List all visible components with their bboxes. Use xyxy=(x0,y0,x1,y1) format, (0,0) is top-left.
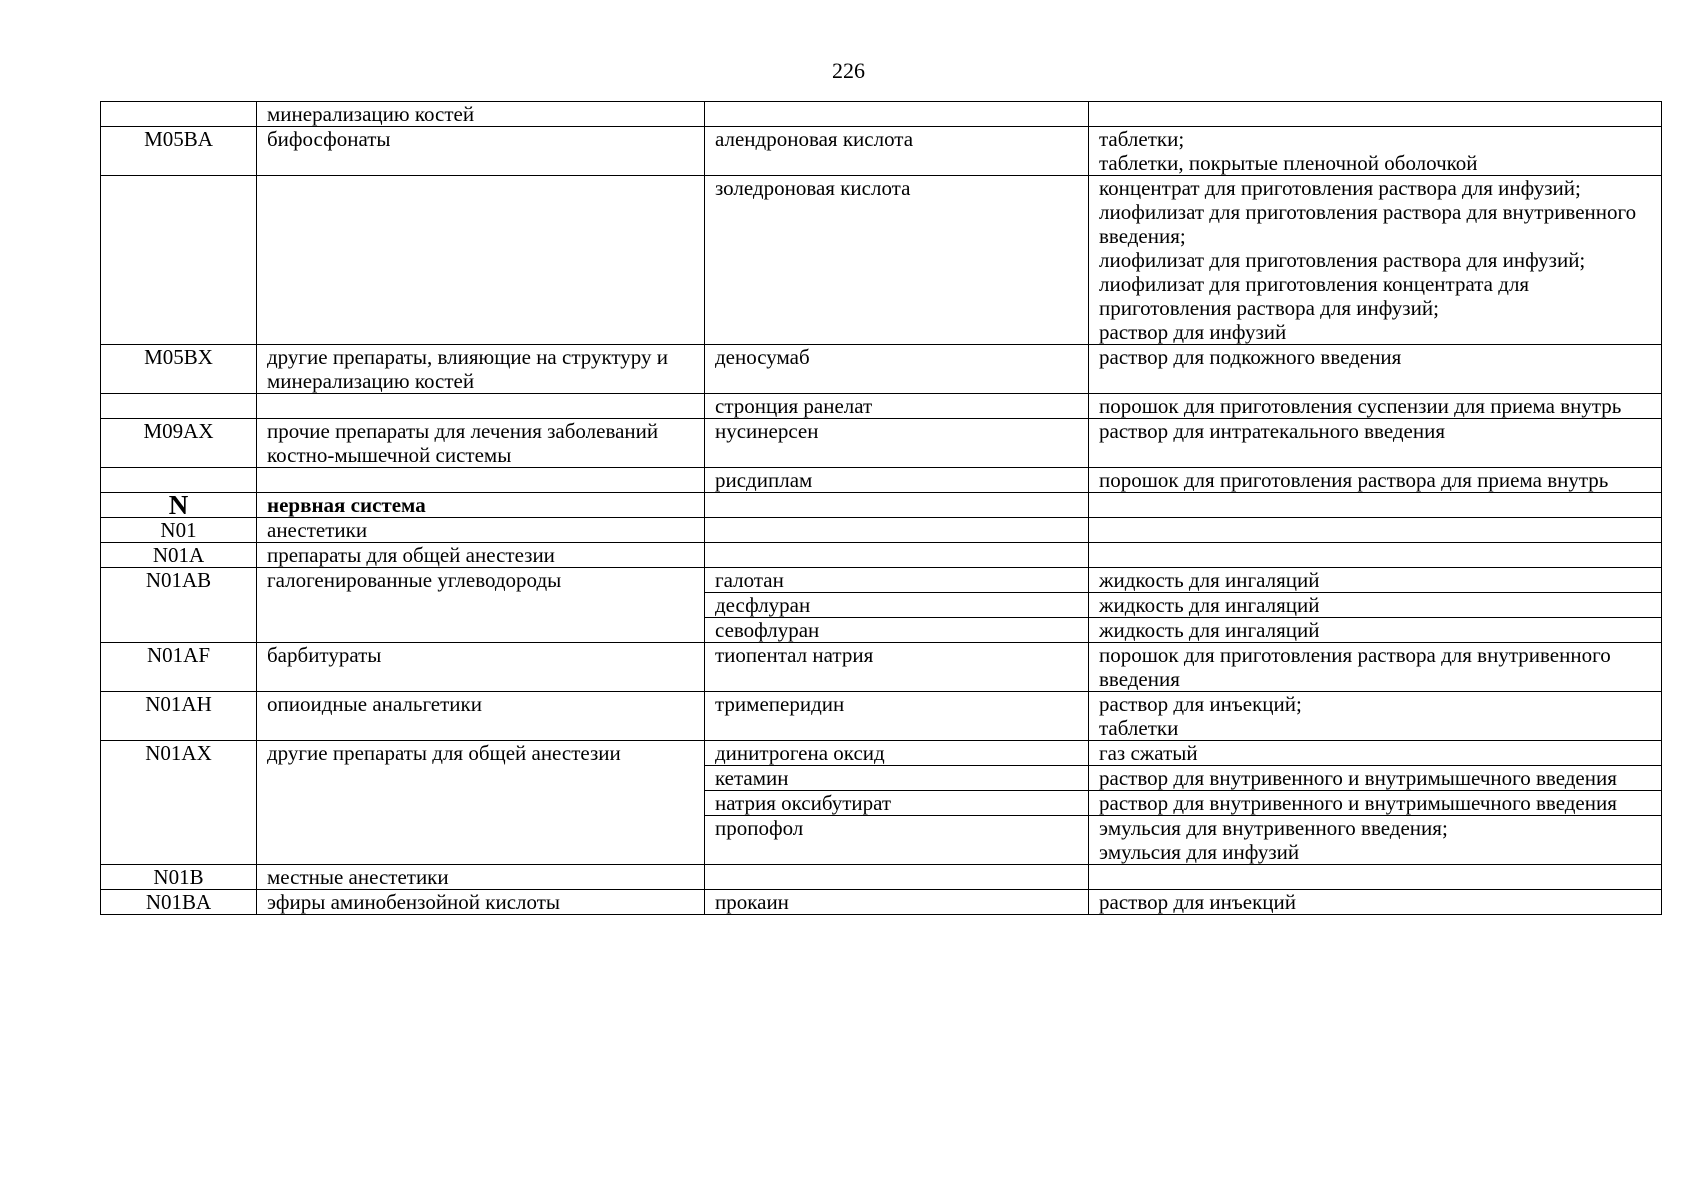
group-name-cell xyxy=(257,468,705,493)
dosage-form-line: раствор для инъекций xyxy=(1099,890,1296,914)
dosage-form-line: жидкость для ингаляций xyxy=(1099,618,1320,642)
atc-code-cell: M09AX xyxy=(101,419,257,468)
drug-name-cell: нусинерсен xyxy=(705,419,1089,468)
atc-code-cell: M05BA xyxy=(101,127,257,176)
table-row xyxy=(101,176,1662,345)
dosage-form-line: жидкость для ингаляций xyxy=(1099,568,1320,592)
group-name-cell: другие препараты, влияющие на структуру и минерализацию костей xyxy=(257,345,705,394)
dosage-form-cell xyxy=(1089,692,1662,741)
table-row xyxy=(101,518,1662,543)
drug-name-cell: галотан xyxy=(705,568,1089,593)
drug-name-cell: золедроновая кислота xyxy=(705,176,1089,345)
dosage-form-cell xyxy=(1089,816,1662,865)
drug-name-cell: алендроновая кислота xyxy=(705,127,1089,176)
table-row xyxy=(101,493,1662,518)
atc-code-cell xyxy=(101,176,257,345)
table-row xyxy=(101,127,1662,176)
drug-name-cell: севофлуран xyxy=(705,618,1089,643)
atc-code-cell: N xyxy=(101,493,257,518)
dosage-form-cell xyxy=(1089,176,1662,345)
atc-code-cell xyxy=(101,468,257,493)
dosage-form-cell xyxy=(1089,394,1662,419)
dosage-form-cell xyxy=(1089,643,1662,692)
dosage-form-cell xyxy=(1089,593,1662,618)
group-name-cell: галогенированные углеводороды xyxy=(257,568,705,643)
dosage-form-line: раствор для внутривенного и внутримышечного введения xyxy=(1099,766,1617,790)
table-row xyxy=(101,102,1662,127)
dosage-form-line: эмульсия для внутривенного введения; xyxy=(1099,816,1448,840)
drug-name-cell xyxy=(705,493,1089,518)
table-row xyxy=(101,543,1662,568)
dosage-form-line: лиофилизат для приготовления раствора для инфузий; xyxy=(1099,248,1586,272)
dosage-form-line: порошок для приготовления раствора для внутривенного введения xyxy=(1099,643,1611,691)
drug-name-cell: динитрогена оксид xyxy=(705,741,1089,766)
drug-name-cell: прокаин xyxy=(705,890,1089,915)
dosage-form-line: таблетки, покрытые пленочной оболочкой xyxy=(1099,151,1478,175)
dosage-form-line: раствор для внутривенного и внутримышечного введения xyxy=(1099,791,1617,815)
dosage-form-cell xyxy=(1089,618,1662,643)
table-row xyxy=(101,345,1662,394)
drug-name-cell: пропофол xyxy=(705,816,1089,865)
drug-name-cell: деносумаб xyxy=(705,345,1089,394)
dosage-form-line: газ сжатый xyxy=(1099,741,1198,765)
dosage-form-cell xyxy=(1089,518,1662,543)
drug-name-cell xyxy=(705,865,1089,890)
dosage-form-cell xyxy=(1089,345,1662,394)
table-row xyxy=(101,890,1662,915)
dosage-form-cell xyxy=(1089,890,1662,915)
table-row xyxy=(101,643,1662,692)
group-name-cell: опиоидные анальгетики xyxy=(257,692,705,741)
table-row xyxy=(101,419,1662,468)
drug-name-cell: рисдиплам xyxy=(705,468,1089,493)
atc-code-cell: N01 xyxy=(101,518,257,543)
group-name-cell: анестетики xyxy=(257,518,705,543)
group-name-cell: эфиры аминобензойной кислоты xyxy=(257,890,705,915)
dosage-form-line: раствор для подкожного введения xyxy=(1099,345,1402,369)
group-name-cell xyxy=(257,176,705,345)
drug-name-cell xyxy=(705,518,1089,543)
atc-code-cell: N01AX xyxy=(101,741,257,865)
dosage-form-line: раствор для инъекций; xyxy=(1099,692,1302,716)
dosage-form-line: таблетки xyxy=(1099,716,1179,740)
group-name-cell: прочие препараты для лечения заболеваний костно-мышечной системы xyxy=(257,419,705,468)
dosage-form-line: порошок для приготовления суспензии для приема внутрь xyxy=(1099,394,1622,418)
medication-table-body xyxy=(101,102,1662,915)
table-row xyxy=(101,468,1662,493)
dosage-form-cell xyxy=(1089,741,1662,766)
group-name-cell: бифосфонаты xyxy=(257,127,705,176)
atc-code-cell: N01BA xyxy=(101,890,257,915)
group-name-cell: минерализацию костей xyxy=(257,102,705,127)
dosage-form-line: порошок для приготовления раствора для приема внутрь xyxy=(1099,468,1609,492)
atc-code-cell: N01AH xyxy=(101,692,257,741)
atc-code-cell: N01AF xyxy=(101,643,257,692)
dosage-form-cell xyxy=(1089,791,1662,816)
group-name-cell: другие препараты для общей анестезии xyxy=(257,741,705,865)
dosage-form-cell xyxy=(1089,766,1662,791)
atc-code-cell: N01AB xyxy=(101,568,257,643)
atc-code-cell: M05BX xyxy=(101,345,257,394)
drug-name-cell: десфлуран xyxy=(705,593,1089,618)
drug-name-cell: тиопентал натрия xyxy=(705,643,1089,692)
drug-name-cell: натрия оксибутират xyxy=(705,791,1089,816)
drug-name-cell xyxy=(705,102,1089,127)
dosage-form-line: эмульсия для инфузий xyxy=(1099,840,1300,864)
dosage-form-cell xyxy=(1089,568,1662,593)
table-row xyxy=(101,394,1662,419)
group-name-cell: местные анестетики xyxy=(257,865,705,890)
dosage-form-line: раствор для интратекального введения xyxy=(1099,419,1446,443)
table-row xyxy=(101,692,1662,741)
drug-name-cell: стронция ранелат xyxy=(705,394,1089,419)
table-row xyxy=(101,741,1662,766)
dosage-form-cell xyxy=(1089,493,1662,518)
group-name-cell: барбитураты xyxy=(257,643,705,692)
medication-table xyxy=(100,101,1662,915)
dosage-form-cell xyxy=(1089,865,1662,890)
dosage-form-line: раствор для инфузий xyxy=(1099,320,1287,344)
table-row xyxy=(101,568,1662,593)
dosage-form-cell xyxy=(1089,102,1662,127)
drug-name-cell: кетамин xyxy=(705,766,1089,791)
dosage-form-cell xyxy=(1089,419,1662,468)
atc-code-cell xyxy=(101,102,257,127)
group-name-cell xyxy=(257,394,705,419)
atc-code-cell xyxy=(101,394,257,419)
dosage-form-cell xyxy=(1089,468,1662,493)
atc-code-cell: N01B xyxy=(101,865,257,890)
dosage-form-cell xyxy=(1089,543,1662,568)
dosage-form-line: жидкость для ингаляций xyxy=(1099,593,1320,617)
table-row xyxy=(101,865,1662,890)
drug-name-cell xyxy=(705,543,1089,568)
group-name-cell: нервная система xyxy=(257,493,705,518)
dosage-form-line: лиофилизат для приготовления раствора для внутривенного введения; xyxy=(1099,200,1637,248)
dosage-form-line: лиофилизат для приготовления концентрата для приготовления раствора для инфузий; xyxy=(1099,272,1530,320)
group-name-cell: препараты для общей анестезии xyxy=(257,543,705,568)
dosage-form-line: таблетки; xyxy=(1099,127,1185,151)
dosage-form-cell xyxy=(1089,127,1662,176)
page-number: 226 xyxy=(832,58,865,83)
atc-code-cell: N01A xyxy=(101,543,257,568)
drug-name-cell: тримеперидин xyxy=(705,692,1089,741)
dosage-form-line: концентрат для приготовления раствора для инфузий; xyxy=(1099,176,1581,200)
